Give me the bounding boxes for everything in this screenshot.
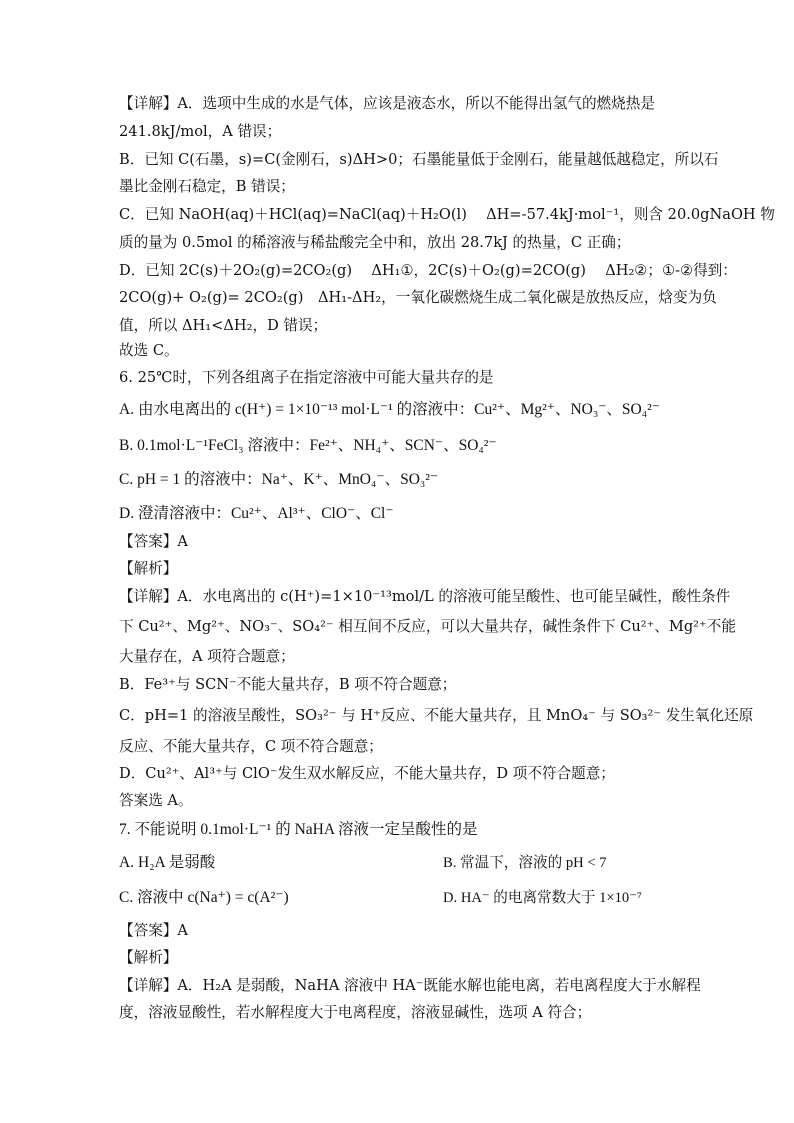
detail-6-line-7: D．Cu²⁺、Al³⁺与 ClO⁻发生双水解反应，不能大量共存，D 项不符合题意； <box>119 765 615 782</box>
question-6-option-b: B. 0.1mol·L⁻¹FeCl₃ 溶液中：Fe²⁺、NH₄⁺、SCN⁻、SO₄²⁻ <box>119 437 497 454</box>
conclusion-line: 故选 C。 <box>119 342 179 359</box>
answer-7: 【答案】A <box>119 922 188 939</box>
question-7-option-c: C. 溶液中 c(Na⁺) = c(A²⁻) <box>119 889 289 906</box>
question-7-stem: 7. 不能说明 0.1mol·L⁻¹ 的 NaHA 溶液一定呈酸性的是 <box>119 821 478 838</box>
explain-line-5: C．已知 NaOH(aq)＋HCl(aq)=NaCl(aq)＋H₂O(l) ΔH=-57.4kJ·mol⁻¹，则含 20.0gNaOH 物 <box>119 206 775 223</box>
detail-6-line-8: 答案选 A。 <box>119 792 193 809</box>
explain-line-3: B．已知 C(石墨，s)=C(金刚石，s)ΔH>0；石墨能量低于金刚石，能量越低越稳定，所以石 <box>119 151 719 168</box>
explain-line-4: 墨比金刚石稳定，B 错误； <box>119 178 295 195</box>
question-7-option-d: D. HA⁻ 的电离常数大于 1×10⁻⁷ <box>443 890 642 906</box>
detail-6-line-6: 反应、不能大量共存，C 项不符合题意； <box>119 738 383 755</box>
detail-6-line-1: 【详解】A．水电离出的 c(H⁺)=1×10⁻¹³mol/L 的溶液可能呈酸性、也可能呈碱性，酸性条件 <box>119 588 731 605</box>
question-6-option-c: C. pH = 1 的溶液中：Na⁺、K⁺、MnO₄⁻、SO₃²⁻ <box>119 471 439 488</box>
detail-7-line-1: 【详解】A．H₂A 是弱酸，NaHA 溶液中 HA⁻既能水解也能电离，若电离程度大于水解程 <box>119 977 701 994</box>
detail-6-line-3: 大量存在，A 项符合题意； <box>119 648 295 665</box>
explain-line-9: 值，所以 ΔH₁<ΔH₂，D 错误； <box>119 317 328 334</box>
explain-line-2: 241.8kJ/mol，A 错误； <box>119 123 282 140</box>
answer-6: 【答案】A <box>119 533 188 550</box>
question-7-option-b: B. 常温下，溶液的 pH < 7 <box>443 855 607 871</box>
detail-6-line-4: B．Fe³⁺与 SCN⁻不能大量共存，B 项不符合题意； <box>119 676 457 693</box>
question-6-option-d: D. 澄清溶液中：Cu²⁺、Al³⁺、ClO⁻、Cl⁻ <box>119 505 394 522</box>
question-7-option-a: A. H₂A 是弱酸 <box>119 854 216 871</box>
analysis-6-heading: 【解析】 <box>119 560 178 577</box>
explain-line-8: 2CO(g)+ O₂(g)= 2CO₂(g) ΔH₁-ΔH₂，一氧化碳燃烧生成二氧化碳是放热反应，焓变为负 <box>119 289 717 306</box>
detail-6-line-2: 下 Cu²⁺、Mg²⁺、NO₃⁻、SO₄²⁻ 相互间不反应，可以大量共存，碱性条件下 Cu²⁺、Mg²⁺不能 <box>119 618 736 635</box>
explain-line-6: 质的量为 0.5mol 的稀溶液与稀盐酸完全中和，放出 28.7kJ 的热量，C 正确； <box>119 234 631 251</box>
explain-line-1: 【详解】A．选项中生成的水是气体，应该是液态水，所以不能得出氢气的燃烧热是 <box>119 95 655 112</box>
explain-line-7: D．已知 2C(s)＋2O₂(g)=2CO₂(g) ΔH₁①，2C(s)＋O₂(g)=2CO(g) ΔH₂②；①-②得到： <box>119 262 737 279</box>
analysis-7-heading: 【解析】 <box>119 949 178 966</box>
question-6-stem: 6. 25℃时，下列各组离子在指定溶液中可能大量共存的是 <box>119 369 494 386</box>
question-6-option-a: A. 由水电离出的 c(H⁺) = 1×10⁻¹³ mol·L⁻¹ 的溶液中：Cu²⁺、Mg²⁺、NO₃⁻、SO₄²⁻ <box>119 401 660 418</box>
detail-7-line-2: 度，溶液显酸性，若水解程度大于电离程度，溶液显碱性，选项 A 符合； <box>119 1004 592 1021</box>
detail-6-line-5: C．pH=1 的溶液呈酸性，SO₃²⁻ 与 H⁺反应、不能大量共存，且 MnO₄⁻ 与 SO₃²⁻ 发生氧化还原 <box>119 707 754 724</box>
